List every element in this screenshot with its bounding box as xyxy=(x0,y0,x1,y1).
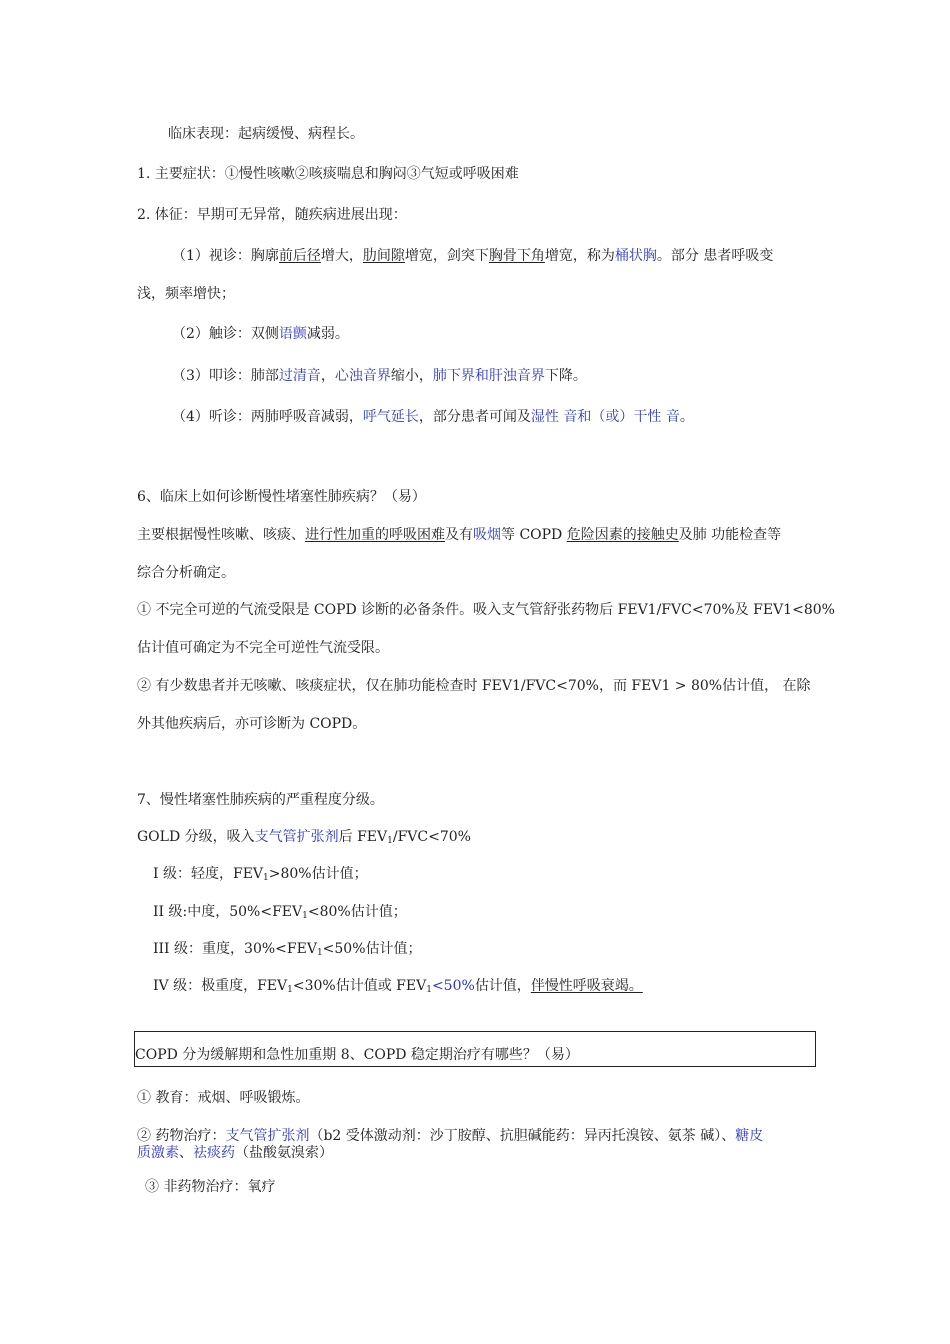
q6-paragraph-3-line-2: 外其他疾病后，亦可诊断为 COPD。 xyxy=(137,716,367,732)
inspection-line-2: 浅，频率增快； xyxy=(137,286,235,302)
percussion-line xyxy=(172,366,587,386)
term-ap-diameter: 前后径 xyxy=(278,248,321,264)
term-hyperresonance: 过清音 xyxy=(278,368,321,384)
term-corticosteroid: 质激素 xyxy=(137,1145,179,1161)
q7-title: 7、慢性堵塞性肺疾病的严重程度分级。 xyxy=(137,792,384,808)
term-fremitus: 语颤 xyxy=(278,326,307,342)
q6-text: 等 COPD xyxy=(501,527,567,543)
q6-text: 主要根据慢性咳嗽、咳痰、 xyxy=(137,527,305,543)
grade-text: <80%估计值； xyxy=(307,904,407,920)
treatment-drug-line-2 xyxy=(137,1143,333,1163)
grade-text: <50%估计值； xyxy=(322,941,422,957)
treatment-education: ① 教育：戒烟、呼吸锻炼。 xyxy=(137,1090,310,1106)
term-expectorant: 祛痰药 xyxy=(193,1145,235,1161)
drug-label: ② 药物治疗： xyxy=(137,1128,226,1144)
term-lung-liver-border: 肺下界和肝浊音界 xyxy=(432,368,545,384)
grade-text: II 级:中度，50%<FEV xyxy=(153,904,303,920)
term-bronchodilator: 支气管扩张剂 xyxy=(225,1128,310,1144)
percussion-text: ， xyxy=(320,368,335,384)
main-symptoms: 1. 主要症状：①慢性咳嗽②咳痰喘息和胸闷③气短或呼吸困难 xyxy=(137,166,519,182)
auscultation-line xyxy=(172,407,694,427)
inspection-line xyxy=(172,246,773,266)
q6-paragraph-1 xyxy=(137,525,781,545)
q8-title: COPD 分为缓解期和急性加重期 8、COPD 稳定期治疗有哪些？（易） xyxy=(135,1047,579,1063)
inspection-text: 。部分 患者呼吸变 xyxy=(656,248,774,264)
drug-text: （盐酸氨溴索） xyxy=(235,1145,333,1161)
term-respiratory-failure: 伴慢性呼吸衰竭。 xyxy=(530,978,643,994)
drug-text: （b2 受体激动剂：沙丁胺醇、抗胆碱能药：异丙托溴铵、氨茶 碱）、 xyxy=(309,1128,736,1144)
grade-3 xyxy=(153,939,422,959)
q6-text: 及有 xyxy=(445,527,473,543)
grade-text: >80%估计值； xyxy=(268,866,368,882)
term-barrel-chest: 桶状胸 xyxy=(614,248,657,264)
subscript: 1 xyxy=(302,911,308,921)
subscript: 1 xyxy=(426,985,432,995)
subscript: 1 xyxy=(263,873,269,883)
q6-title: 6、临床上如何诊断慢性堵塞性肺疾病？（易） xyxy=(137,489,426,505)
signs-title: 2. 体征：早期可无异常，随疾病进展出现： xyxy=(137,207,407,223)
grade-1 xyxy=(153,864,368,884)
auscultation-label: （4）听诊：两肺呼吸音减弱， xyxy=(172,409,363,425)
inspection-label: （1）视诊：胸廓 xyxy=(172,248,279,264)
grade-value-highlight: <50% xyxy=(431,978,475,994)
inspection-text: 增大， xyxy=(320,248,363,264)
percussion-label: （3）叩诊：肺部 xyxy=(172,368,279,384)
drug-text: 、 xyxy=(179,1145,193,1161)
term-costal-angle: 胸骨下角 xyxy=(488,248,545,264)
subscript: 1 xyxy=(387,836,393,846)
q6-paragraph-2: ① 不完全可逆的气流受限是 COPD 诊断的必备条件。吸入支气管舒张药物后 FEV1/FVC<70%及 FEV1<80% xyxy=(137,602,835,618)
q6-paragraph-3: ② 有少数患者并无咳嗽、咳痰症状，仅在肺功能检查时 FEV1/FVC<70%，而 FEV1 > 80%估计值， 在除 xyxy=(137,678,811,694)
term-risk-exposure: 危险因素的接触史 xyxy=(566,527,679,543)
grade-text: <30%估计值或 FEV xyxy=(292,978,427,994)
term-corticosteroid: 糖皮 xyxy=(735,1128,764,1144)
q6-paragraph-1-line-2: 综合分析确定。 xyxy=(137,565,235,581)
palpation-label: （2）触诊：双侧 xyxy=(172,326,279,342)
q6-paragraph-2-line-2: 估计值可确定为不完全可逆性气流受限。 xyxy=(137,640,389,656)
term-prolonged-expiration: 呼气延长 xyxy=(362,409,419,425)
percussion-text: 下降。 xyxy=(544,368,587,384)
inspection-text: 增宽，剑突下 xyxy=(404,248,489,264)
grade-text: III 级：重度，30%<FEV xyxy=(153,941,317,957)
gold-text: /FVC<70% xyxy=(392,829,471,845)
subscript: 1 xyxy=(287,985,293,995)
gold-text: 后 FEV xyxy=(338,829,388,845)
term-progressive-dyspnea: 进行性加重的呼吸困难 xyxy=(305,527,445,543)
percussion-text: 缩小， xyxy=(390,368,433,384)
term-smoking: 吸烟 xyxy=(473,527,501,543)
auscultation-text: ，部分患者可闻及 xyxy=(418,409,531,425)
q6-text: 及肺 功能检查等 xyxy=(678,527,782,543)
palpation-line xyxy=(172,324,349,344)
treatment-nondrug: ③ 非药物治疗：氧疗 xyxy=(145,1179,276,1195)
grade-text: I 级：轻度，FEV xyxy=(153,866,264,882)
clinical-intro: 临床表现：起病缓慢、病程长。 xyxy=(168,126,364,142)
grade-text: 估计值， xyxy=(474,978,531,994)
gold-text: GOLD 分级，吸入 xyxy=(137,829,255,845)
term-intercostal: 肋间隙 xyxy=(362,248,405,264)
grade-text: IV 级：极重度，FEV xyxy=(153,978,288,994)
gold-line xyxy=(137,827,471,847)
term-bronchodilator: 支气管扩张剂 xyxy=(254,829,339,845)
subscript: 1 xyxy=(316,948,323,958)
grade-2 xyxy=(153,902,407,922)
term-cardiac-dullness: 心浊音界 xyxy=(334,368,391,384)
term-rales: 湿性 音和（或）干性 音 xyxy=(530,409,680,425)
inspection-text: 增宽，称为 xyxy=(544,248,615,264)
grade-4 xyxy=(153,976,643,996)
palpation-text: 减弱。 xyxy=(306,326,349,342)
auscultation-text: 。 xyxy=(679,409,694,425)
